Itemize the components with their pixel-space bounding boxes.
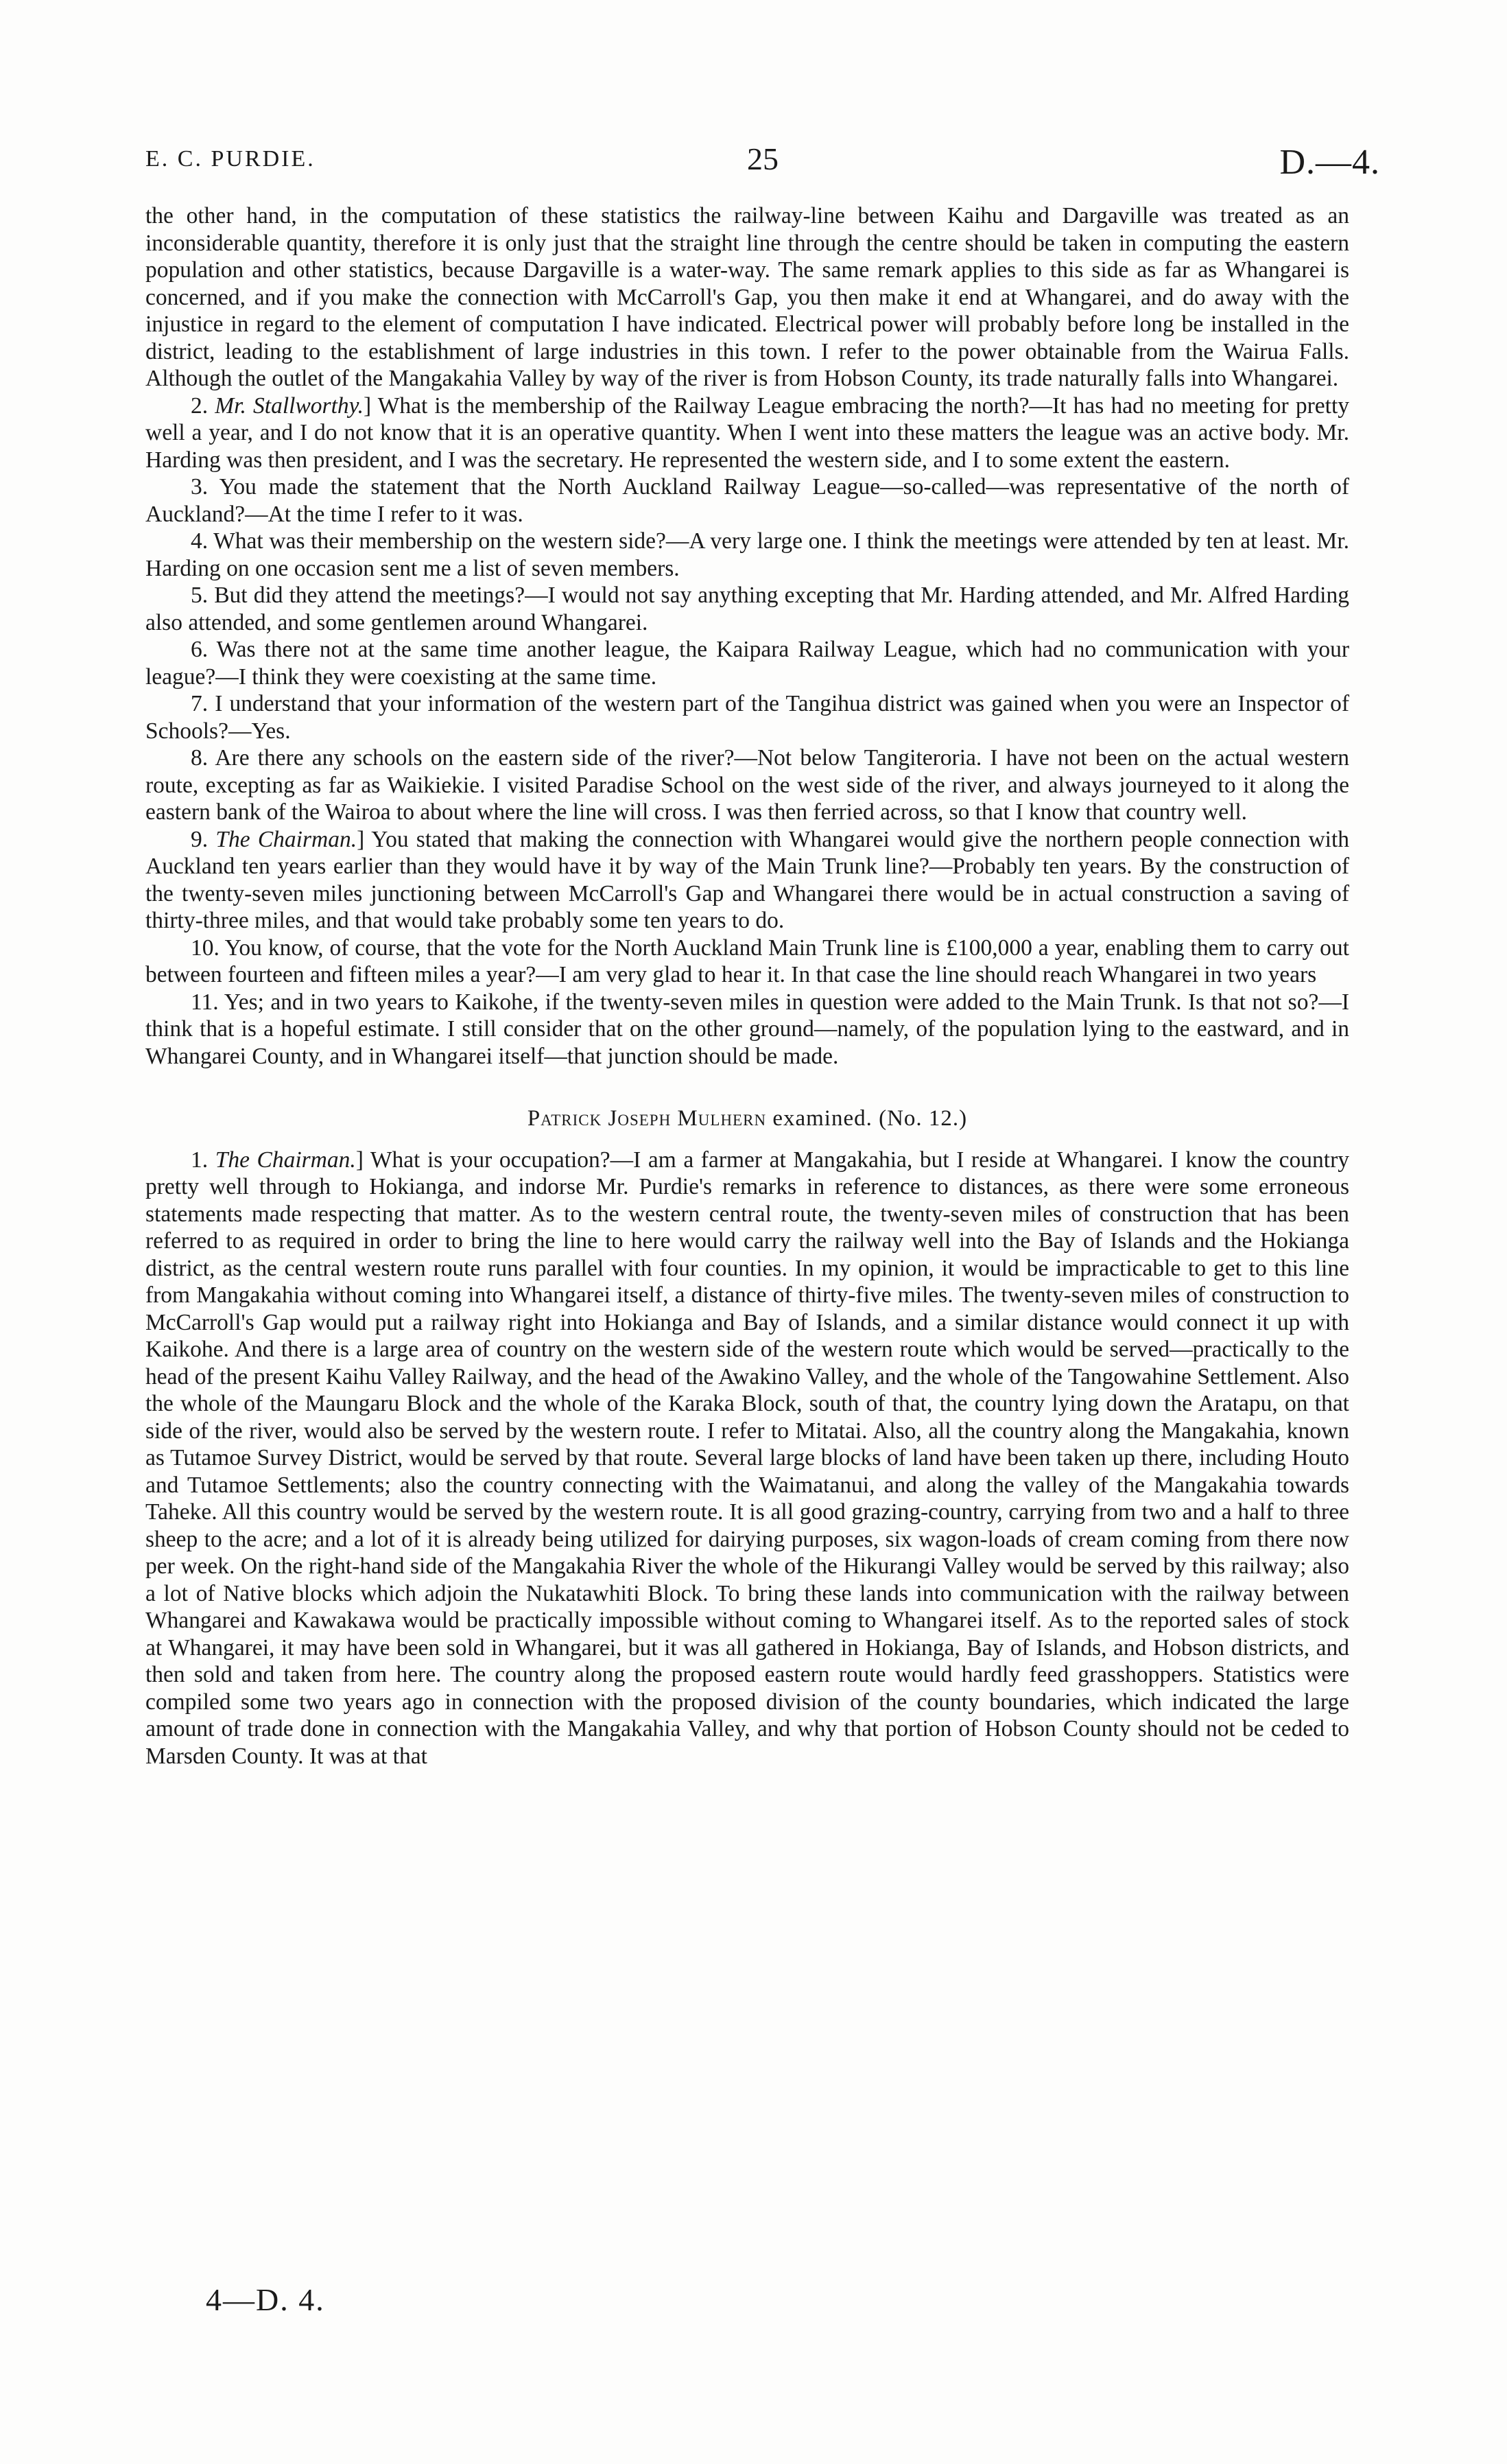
paragraph-q5: 5. But did they attend the meetings?—I would not say anything excepting that Mr. Harding attended, and Mr. Alfred Harding also attended, and some gentlemen around Whangarei. (145, 583, 1349, 635)
paragraph-q4: 4. What was their membership on the western side?—A very large one. I think the meetings were attended by ten at least. Mr. Harding on one occasion sent me a list of seven members. (145, 528, 1349, 581)
page-header (145, 141, 1380, 189)
paragraph-text: ] What is the membership of the Railway League embracing the north?—It has had no meeting for pretty well a year, and I do not know that it is an operative quantity. When I went into these matters the league was an active body. Mr. Harding was then president, and I was the secretary. He represented the western side, and I to some extent the eastern. (145, 392, 1350, 473)
document-reference: D.—4. (1279, 143, 1380, 182)
witness-suffix: examined. (No. 12.) (766, 1106, 968, 1131)
paragraph-q8: 8. Are there any schools on the eastern side of the river?—Not below Tangiteroria. I have not been on the actual western route, excepting as far as Waikiekie. I visited Paradise School on the west side of the river, and always journeyed to it along the eastern bank of the Wairoa to about where the line will cross. I was then ferried across, so that I know that country well. (145, 745, 1349, 825)
body-text (145, 202, 1349, 1770)
paragraph-q6: 6. Was there not at the same time another league, the Kaipara Railway League, which had no communication with your league?—I think they were coexisting at the same time. (145, 637, 1349, 690)
witness-heading (145, 1105, 1349, 1133)
paragraph-q10: 10. You know, of course, that the vote for the North Auckland Main Trunk line is £100,000 a year, enabling them to carry out between fourteen and fifteen miles a year?—I am very glad to hear it. In that case the line should reach Whangarei in two years (145, 935, 1349, 987)
speaker-name: Mr. Stallworthy. (215, 392, 364, 419)
paragraph-q11: 11. Yes; and in two years to Kaikohe, if the twenty-seven miles in question were added to the Main Trunk. Is that not so?—I think that is a hopeful estimate. I still consider that on the other ground—namely, of the population lying to the eastward, and in Whangarei County, and in Whangarei itself—that junction should be made. (145, 989, 1349, 1069)
paragraph-text: ] What is your occupation?—I am a farmer at Mangakahia, but I reside at Whangarei. I know the country pretty well through to Hokianga, and indorse Mr. Purdie's remarks in reference to distances, as there were some erroneous statements made respecting that matter. As to the western central route, the twenty-seven miles of construction that has been referred to as required in order to bring the line to here would carry the railway well into the Bay of Islands and the Hokianga district, as the central western route runs parallel with four counties. In my opinion, it would be impracticable to get to this line from Mangakahia without coming into Whangarei itself, a distance of thirty-five miles. The twenty-seven miles of construction to McCarroll's Gap would put a railway right into Hokianga and Bay of Islands, and a similar distance would connect it up with Kaikohe. And there is a large area of country on the western side of the western route which would be served—practically to the head of the present Kaihu Valley Railway, and the head of the Awakino Valley, and the whole of the Tangowahine Settlement. Also the whole of the Maungaru Block and the whole of the Karaka Block, south of that, the country lying down the Aratapu, on that side of the river, would also be served by the western route. I refer to Mitatai. Also, all the country along the Mangakahia, known as Tutamoe Survey District, would be served by that route. Several large blocks of land have been taken up there, including Houto and Tutamoe Settlements; also the country connecting with the Waimatanui, and along the valley of the Mangakahia towards Taheke. All this country would be served by the western route. It is all good grazing-country, carrying from two and a half to three sheep to the acre; and a lot of it is already being utilized for dairying purposes, six wagon-loads of cream coming from there now per week. On the right-hand side of the Mangakahia River the whole of the Hikurangi Valley would be served by this railway; also a lot of Native blocks which adjoin the Nukatawhiti Block. To bring these lands into communication with the railway between Whangarei and Kawakawa would be practically impossible without coming to Whangarei itself. As to the reported sales of stock at Whangarei, it may have been sold in Whangarei, but it was all gathered in Hokianga, Bay of Islands, and Hobson districts, and then sold and taken from here. The country along the proposed eastern route would hardly feed grasshoppers. Statistics were compiled some two years ago in connection with the proposed division of the county boundaries, which indicated the large amount of trade done in connection with the Mangakahia Valley, and why that portion of Hobson County should not be ceded to Marsden County. It was at that (145, 1147, 1350, 1769)
paragraph-text: ] You stated that making the connection with Whangarei would give the northern people connection with Auckland ten years earlier than they would have it by way of the Main Trunk line?—Probably ten years. By the construction of the twenty-seven miles junctioning between McCarroll's Gap and Whangarei there would be in actual construction a saving of thirty-three miles, and that would take probably some ten years to do. (145, 826, 1350, 933)
paragraph-continuation: the other hand, in the computation of these statistics the railway-line between Kaihu and Dargaville was treated as an inconsiderable quantity, therefore it is only just that the straight line through the centre should be taken in computing the eastern population and other statistics, because Dargaville is a water-way. The same remark applies to this side as far as Whangarei is concerned, and if you make the connection with McCarroll's Gap, you then make it end at Whangarei, and do away with the injustice in regard to the element of computation I have indicated. Electrical power will probably before long be installed in the district, leading to the establishment of large industries in this town. I refer to the power obtainable from the Wairua Falls. Although the outlet of the Mangakahia Valley by way of the river is from Hobson County, its trade naturally falls into Whangarei. (145, 203, 1349, 391)
question-number: 1. (191, 1147, 215, 1173)
paragraph-q7: 7. I understand that your information of the western part of the Tangihua district was gained when you were an Inspector of Schools?—Yes. (145, 691, 1349, 744)
speaker-name: The Chairman. (215, 826, 357, 852)
header-author: E. C. PURDIE. (145, 146, 316, 172)
speaker-name: The Chairman. (215, 1147, 356, 1173)
paragraph-witness-q1 (145, 1147, 1349, 1770)
paragraph-q2 (145, 392, 1349, 474)
signature-mark: 4—D. 4. (206, 2282, 325, 2317)
paragraph-q3: 3. You made the statement that the North Auckland Railway League—so-called—was representative of the north of Auckland?—At the time I refer to it was. (145, 474, 1349, 527)
paragraph-q9 (145, 826, 1349, 935)
question-number: 2. (191, 392, 215, 419)
witness-name: Patrick Joseph Mulhern (527, 1106, 767, 1131)
question-number: 9. (191, 826, 216, 852)
page-number: 25 (747, 141, 779, 176)
